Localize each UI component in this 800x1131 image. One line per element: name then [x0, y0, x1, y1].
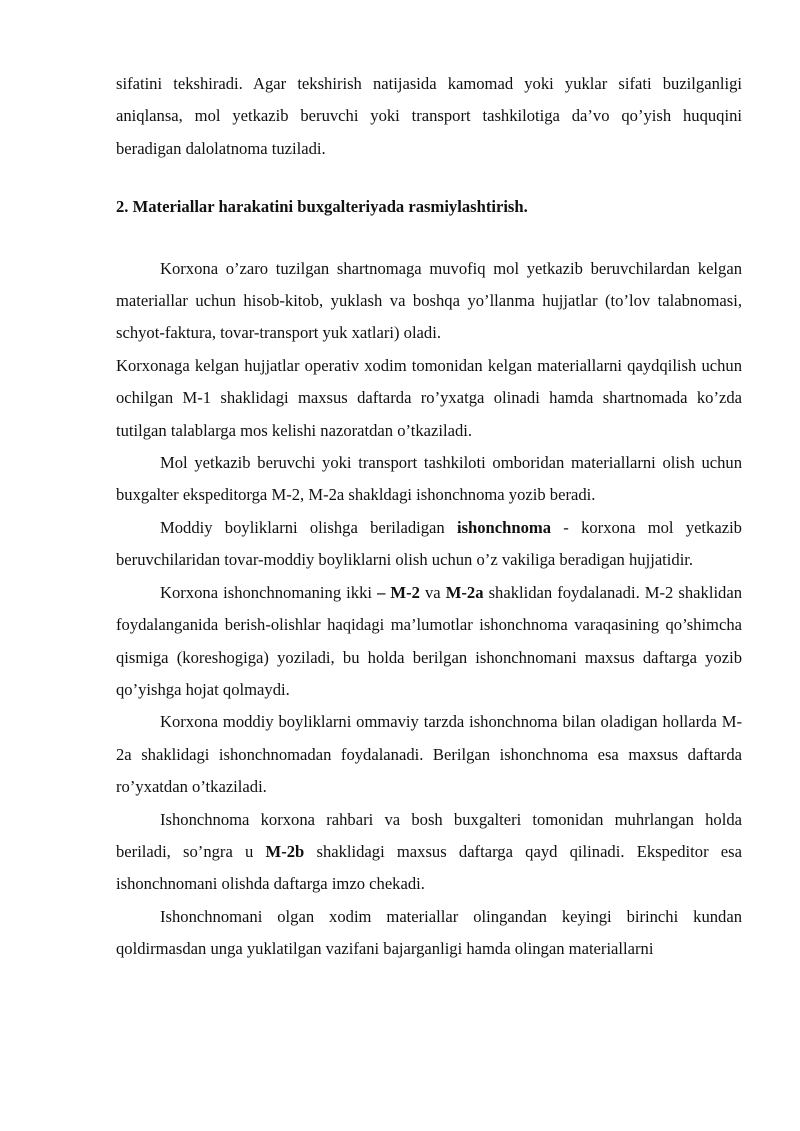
paragraph-mass-receipt: Korxona moddiy boyliklarni ommaviy tarzda ishonchnoma bilan oladigan hollarda M-2a shaklidagi ishonchnomadan foydalanadi. Berilgan ishonchnoma esa maxsus daftarda ro’yxatdan o’tkaziladi. — [116, 712, 742, 797]
paragraph-expeditor: Mol yetkazib beruvchi yoki transport tashkiloti omboridan materiallarni olish uchun buxgalter ekspeditorga M-2, M-2a shakldagi ishonchnoma yozib beradi. — [116, 453, 742, 505]
section-heading: 2. Materiallar harakatini buxgalteriyada rasmiylashtirish. — [116, 197, 528, 217]
text-segment: va — [419, 582, 446, 602]
form-m2a-label: M-2a — [445, 582, 484, 602]
text-segment: shaklidagi maxsus daftarga qayd qilinadi. Ekspeditor esa ishonchnomani olishda daftarga imzo chekadi. — [116, 841, 742, 894]
paragraph-continuation: sifatini tekshiradi. Agar tekshirish natijasida kamomad yoki yuklar sifati buzilganligi aniqlansa, mol yetkazib beruvchi yoki transport tashkilotiga da’vo qo’yish huquqini beradigan dalolatnoma tuziladi. — [116, 74, 742, 158]
paragraph-registration: Korxonaga kelgan hujjatlar operativ xodim tomonidan kelgan materiallarni qaydqilish uchun ochilgan M-1 shaklidagi maxsus daftarda ro’yxatga olinadi hamda shartnomada ko’zda tutilgan talablarga mos kelishi nazoratdan o’tkaziladi. — [116, 355, 742, 440]
paragraph-documents-received: Korxona o’zaro tuzilgan shartnomaga muvofiq mol yetkazib beruvchilardan kelgan materiallar uchun hisob-kitob, yuklash va boshqa yo’llanma hujjatlar (to’lov talabnomasi, schyot-faktura, tovar-transport yuk xatlari) oladi. — [116, 258, 742, 343]
text-segment: shaklidan foydalanadi. M-2 shaklidan foydalanganida berish-olishlar haqidagi ma’lumotlar ishonchnoma varaqasining qo’shimcha qismiga (koreshogiga) yoziladi, bu holda berilgan ishonchnomani maxsus daftarga yozib qo’yishga hojat qolmaydi. — [116, 582, 743, 699]
paragraph-definition — [116, 512, 742, 577]
paragraph-report: Ishonchnomani olgan xodim materiallar olingandan keyingi birinchi kundan qoldirmasdan unga yuklatilgan vazifani bajarganligi hamda olingan materiallarni — [116, 906, 742, 959]
text-segment: - korxona mol yetkazib beruvchilaridan tovar-moddiy boyliklarni olish uchun o’z vakiliga beradigan hujjatidir. — [116, 517, 742, 570]
paragraph-sealing — [116, 804, 742, 901]
form-m2b-label: M-2b — [265, 841, 305, 861]
term-ishonchnoma: ishonchnoma — [456, 517, 552, 537]
form-m2-label: – M-2 — [377, 582, 420, 602]
text-segment: Ishonchnoma korxona rahbari va bosh buxgalteri tomonidan muhrlangan holda beriladi, so’ngra u — [116, 809, 742, 861]
text-segment: Moddiy boyliklarni olishga beriladigan — [160, 517, 457, 537]
text-segment: Korxona ishonchnomaning ikki — [160, 582, 378, 602]
paragraph-forms — [116, 577, 742, 707]
